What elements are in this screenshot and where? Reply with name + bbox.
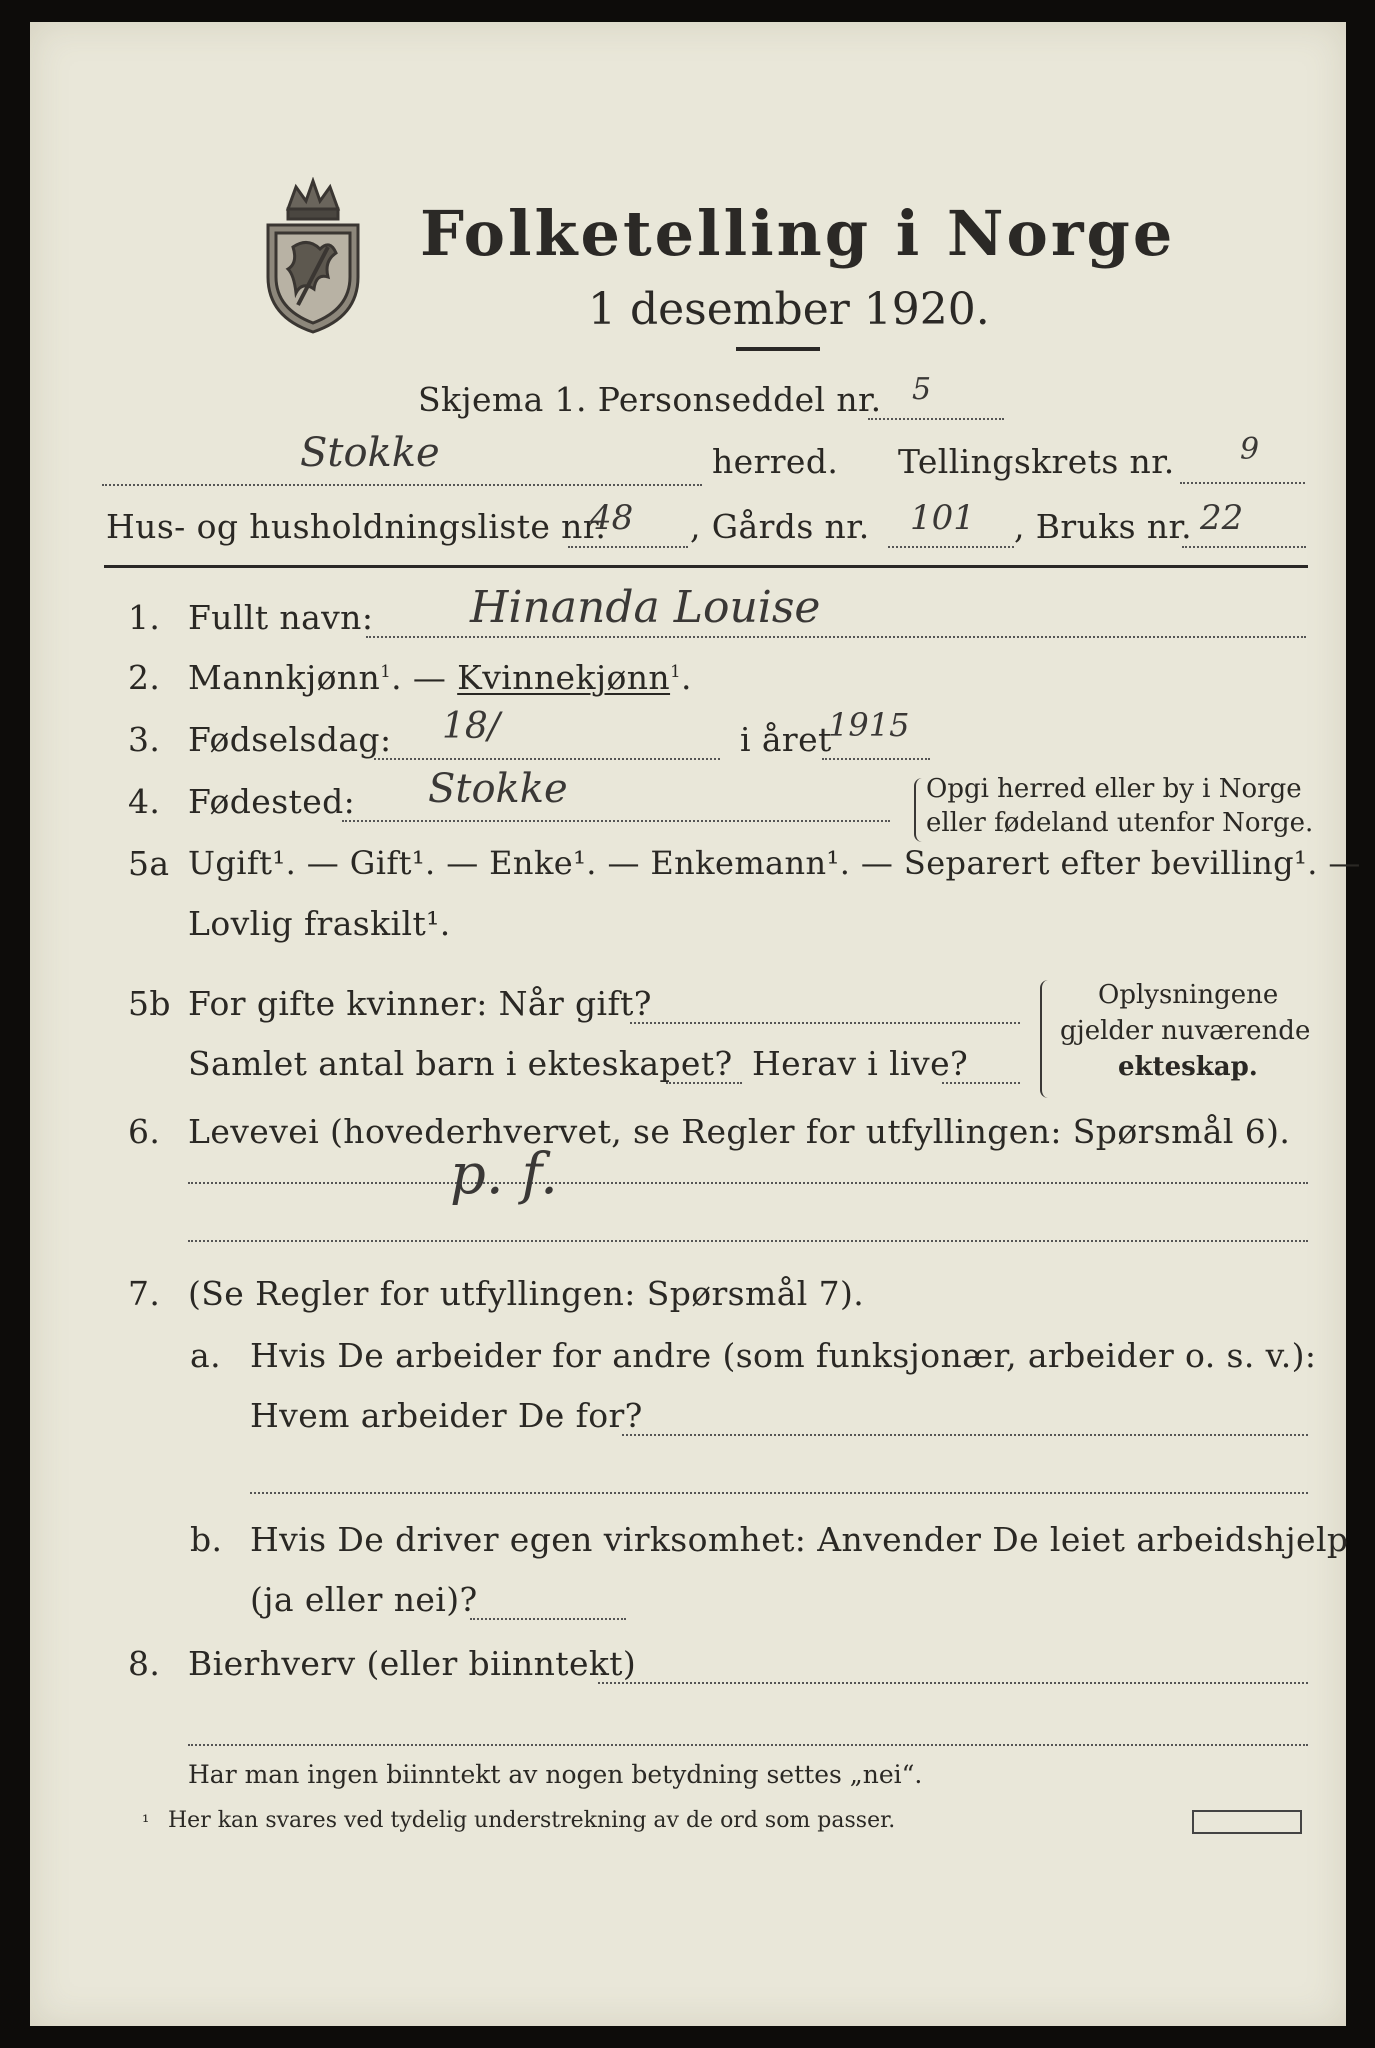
q3-day-line bbox=[374, 758, 720, 760]
personseddel-line bbox=[868, 418, 1004, 420]
q3-day-value: 18/ bbox=[442, 706, 500, 747]
husholdningsliste-line bbox=[568, 546, 688, 548]
q7a-line-2 bbox=[250, 1492, 1308, 1494]
personseddel-value: 5 bbox=[912, 372, 932, 407]
herred-label: herred. bbox=[712, 442, 839, 481]
q2-sep: . — bbox=[391, 658, 458, 697]
q6-label: Levevei (hovederhvervet, se Regler for utfyllingen: Spørsmål 6). bbox=[188, 1112, 1291, 1151]
q6-line-1 bbox=[188, 1182, 1308, 1184]
q5b-alive-line bbox=[942, 1082, 1020, 1084]
q7b-number: b. bbox=[190, 1520, 223, 1559]
q3-label: Fødselsdag: bbox=[188, 720, 392, 759]
q4-line bbox=[342, 820, 890, 822]
q3-year-line bbox=[822, 758, 930, 760]
q7a-label-2: Hvem arbeider De for? bbox=[250, 1396, 643, 1435]
q6-line-2 bbox=[188, 1240, 1308, 1242]
q3-year-value: 1915 bbox=[828, 706, 910, 744]
q5b-label-3: Herav i live? bbox=[752, 1044, 969, 1083]
q2-male[interactable]: Mannkjønn bbox=[188, 658, 381, 697]
q5b-note-2: gjelder nuværende bbox=[1060, 1016, 1311, 1046]
q4-number: 4. bbox=[128, 782, 161, 821]
q8-line-1 bbox=[598, 1682, 1308, 1684]
husholdningsliste-value: 48 bbox=[590, 498, 634, 538]
q5b-note-3: ekteskap. bbox=[1118, 1052, 1258, 1082]
q5b-label-2: Samlet antal barn i ekteskapet? bbox=[188, 1044, 733, 1083]
norwegian-lion-coat-of-arms-icon bbox=[258, 177, 368, 337]
q4-note-2: eller fødeland utenfor Norge. bbox=[926, 808, 1314, 838]
q1-label: Fullt navn: bbox=[188, 598, 374, 637]
q1-value: Hinanda Louise bbox=[470, 582, 821, 633]
q1-number: 1. bbox=[128, 598, 161, 637]
gards-line bbox=[888, 546, 1014, 548]
q3-number: 3. bbox=[128, 720, 161, 759]
tellingskrets-value: 9 bbox=[1240, 432, 1260, 467]
q2-female[interactable]: Kvinnekjønn bbox=[457, 658, 671, 697]
title-divider bbox=[736, 347, 820, 351]
form-date: 1 desember 1920. bbox=[588, 284, 990, 335]
q2-number: 2. bbox=[128, 658, 161, 697]
census-form-sheet bbox=[30, 22, 1361, 2026]
q5a-options-line2: Lovlig fraskilt¹. bbox=[188, 904, 451, 943]
q5a-options-line1: Ugift¹. — Gift¹. — Enke¹. — Enkemann¹. — Separert efter bevilling¹. — bbox=[188, 844, 1361, 882]
tellingskrets-line bbox=[1180, 482, 1305, 484]
q5b-when-line bbox=[630, 1022, 1020, 1024]
footnote-text: Her kan svares ved tydelig understrekning av de ord som passer. bbox=[168, 1808, 896, 1833]
gards-label: , Gårds nr. bbox=[690, 507, 870, 546]
q7b-label-1: Hvis De driver egen virksomhet: Anvender De leiet arbeidshjelp bbox=[250, 1520, 1349, 1559]
q7b-line bbox=[470, 1618, 626, 1620]
q5b-children-line bbox=[666, 1082, 742, 1084]
q2-options: Mannkjønn$^1$. — Kvinnekjønn$^1$. bbox=[188, 658, 692, 697]
q2-end: . bbox=[680, 658, 692, 697]
q7b-label-2: (ja eller nei)? bbox=[250, 1580, 478, 1619]
q5b-brace bbox=[1040, 980, 1050, 1098]
husholdningsliste-label: Hus- og husholdningsliste nr. bbox=[106, 507, 607, 546]
bruks-label: , Bruks nr. bbox=[1014, 507, 1192, 546]
q6-number: 6. bbox=[128, 1112, 161, 1151]
footnote-mark: ¹ bbox=[142, 1812, 150, 1833]
herred-value: Stokke bbox=[300, 430, 440, 476]
q8-number: 8. bbox=[128, 1644, 161, 1683]
q7-label: (Se Regler for utfyllingen: Spørsmål 7). bbox=[188, 1274, 865, 1313]
q7a-label-1: Hvis De arbeider for andre (som funksjonær, arbeider o. s. v.): bbox=[250, 1336, 1317, 1375]
q7-number: 7. bbox=[128, 1274, 161, 1313]
printer-stamp bbox=[1192, 1810, 1302, 1834]
q7a-line-1 bbox=[622, 1434, 1308, 1436]
herred-line bbox=[102, 484, 702, 486]
q8-line-2 bbox=[188, 1744, 1308, 1746]
q5a-number: 5a bbox=[128, 844, 170, 883]
q4-brace bbox=[914, 778, 922, 842]
header-rule bbox=[104, 565, 1308, 568]
q4-value: Stokke bbox=[428, 766, 568, 812]
q8-note: Har man ingen biinntekt av nogen betydning settes „nei“. bbox=[188, 1760, 923, 1789]
q5b-label-1: For gifte kvinner: Når gift? bbox=[188, 984, 652, 1023]
q6-value: p. f. bbox=[450, 1142, 558, 1207]
q5b-note-1: Oplysningene bbox=[1098, 980, 1279, 1010]
q1-line bbox=[366, 636, 1306, 638]
q4-note-1: Opgi herred eller by i Norge bbox=[926, 774, 1302, 804]
q3-year-label: i året bbox=[740, 720, 832, 759]
gards-value: 101 bbox=[910, 498, 975, 538]
form-title: Folketelling i Norge bbox=[420, 197, 1176, 270]
q5b-number: 5b bbox=[128, 984, 171, 1023]
q7a-number: a. bbox=[190, 1336, 221, 1375]
bruks-line bbox=[1182, 546, 1306, 548]
q4-label: Fødested: bbox=[188, 782, 356, 821]
skjema-label: Skjema 1. Personseddel nr. bbox=[418, 380, 882, 419]
bruks-value: 22 bbox=[1200, 498, 1244, 538]
q8-label: Bierhverv (eller biinntekt) bbox=[188, 1644, 637, 1683]
tellingskrets-label: Tellingskrets nr. bbox=[898, 442, 1175, 481]
